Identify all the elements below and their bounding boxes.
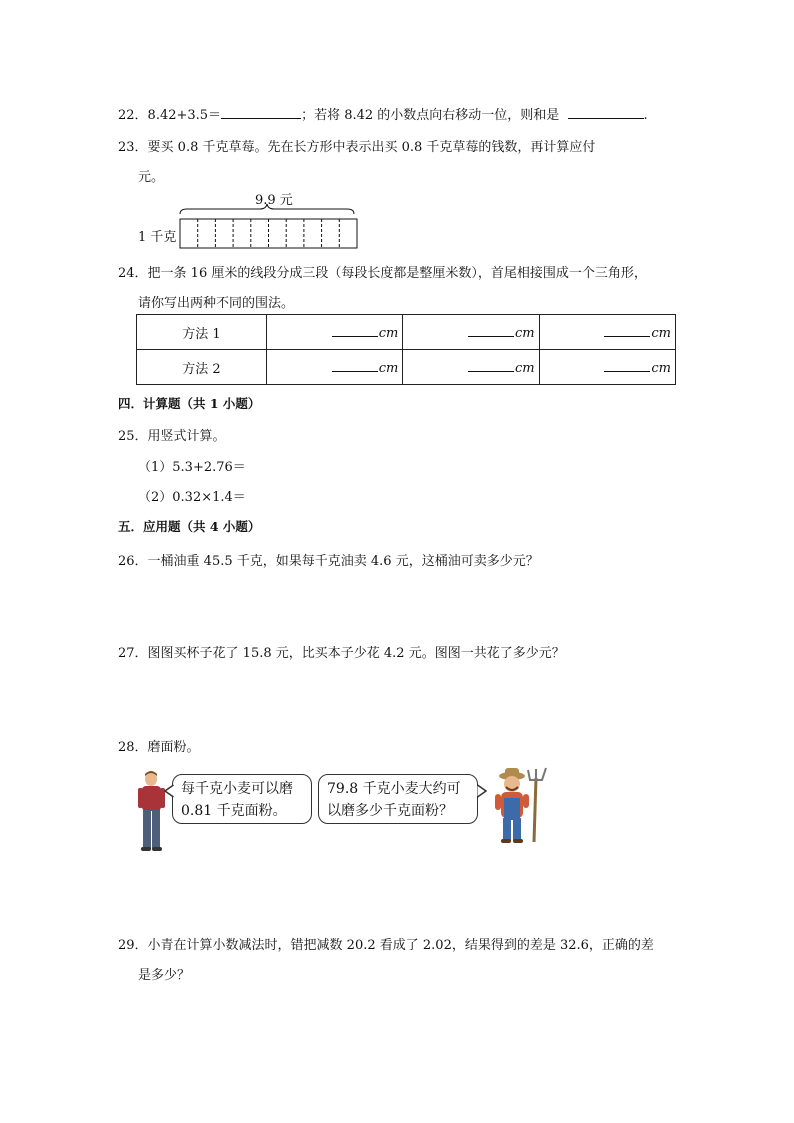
question-22 <box>118 104 648 123</box>
row-label: 方法 1 <box>137 315 267 350</box>
question-29-line2: 是多少？ <box>138 968 191 983</box>
methods-table <box>136 314 676 385</box>
man-illustration <box>133 770 173 854</box>
speech-bubble-left <box>172 774 312 824</box>
question-27 <box>118 642 565 661</box>
question-25 <box>118 425 226 444</box>
question-text: 一桶油重 45.5 千克，如果每千克油卖 4.6 元，这桶油可卖多少元？ <box>147 554 539 569</box>
speech-bubble-right <box>318 774 478 824</box>
period: . <box>643 108 648 123</box>
question-28 <box>118 736 200 755</box>
question-number: 26． <box>118 554 148 569</box>
question-26 <box>118 550 539 569</box>
answer-cell[interactable]: cm <box>266 350 402 385</box>
question-number: 23． <box>118 140 148 155</box>
bubble-line: 0.81 千克面粉。 <box>181 803 287 819</box>
row-label: 方法 2 <box>137 350 267 385</box>
question-text: 磨面粉。 <box>147 740 200 755</box>
question-23-line2: 元。 <box>138 170 165 185</box>
answer-cell[interactable]: cm <box>403 315 539 350</box>
question-24-line1 <box>118 262 647 281</box>
farmer-illustration <box>490 766 554 844</box>
answer-cell[interactable]: cm <box>539 350 675 385</box>
table-row <box>137 315 676 350</box>
answer-cell[interactable]: cm <box>403 350 539 385</box>
strawberry-price-diagram <box>175 202 365 250</box>
bubble-line: 每千克小麦可以磨 <box>181 781 293 797</box>
question-number: 28． <box>118 740 148 755</box>
question-number: 22． <box>118 108 148 123</box>
bubble-line: 79.8 千克小麦大约可 <box>327 781 461 797</box>
question-text: 要买 0.8 千克草莓。先在长方形中表示出买 0.8 千克草莓的钱数，再计算应付 <box>147 140 596 155</box>
bubble-tail-left <box>164 784 174 798</box>
sub-question: （1）5.3+2.76＝ <box>138 460 246 475</box>
answer-blank[interactable] <box>568 106 644 119</box>
sub-question: （2）0.32×1.4＝ <box>138 490 246 505</box>
section-heading: 四．计算题（共 1 小题） <box>118 396 261 411</box>
section-heading: 五．应用题（共 4 小题） <box>118 519 261 534</box>
question-text: ；若将 8.42 的小数点向右移动一位，则和是 <box>301 108 560 123</box>
question-text: 8.42+3.5＝ <box>147 108 222 123</box>
bubble-tail-right <box>477 784 487 798</box>
question-number: 29． <box>118 938 148 953</box>
question-text: 把一条 16 厘米的线段分成三段（每段长度都是整厘米数），首尾相接围成一个三角形， <box>147 266 647 281</box>
question-29-line1 <box>118 934 654 953</box>
brace <box>180 204 354 214</box>
table-row <box>137 350 676 385</box>
question-23-line1 <box>118 136 595 155</box>
question-text: 用竖式计算。 <box>147 429 226 444</box>
question-text: 图图买杯子花了 15.8 元，比买本子少花 4.2 元。图图一共花了多少元？ <box>147 646 565 661</box>
question-number: 25． <box>118 429 148 444</box>
row-label: 1 千克 <box>138 230 177 245</box>
brace-label: 9.9 元 <box>255 193 293 208</box>
answer-cell[interactable]: cm <box>266 315 402 350</box>
question-number: 24． <box>118 266 148 281</box>
question-text: 小青在计算小数减法时，错把减数 20.2 看成了 2.02，结果得到的差是 32.6，正确的差 <box>147 938 654 953</box>
question-number: 27． <box>118 646 148 661</box>
answer-cell[interactable]: cm <box>539 315 675 350</box>
answer-blank[interactable] <box>221 106 301 119</box>
price-rectangle <box>180 219 357 248</box>
question-24-line2: 请你写出两种不同的围法。 <box>138 296 295 311</box>
bubble-line: 以磨多少千克面粉？ <box>327 803 453 819</box>
